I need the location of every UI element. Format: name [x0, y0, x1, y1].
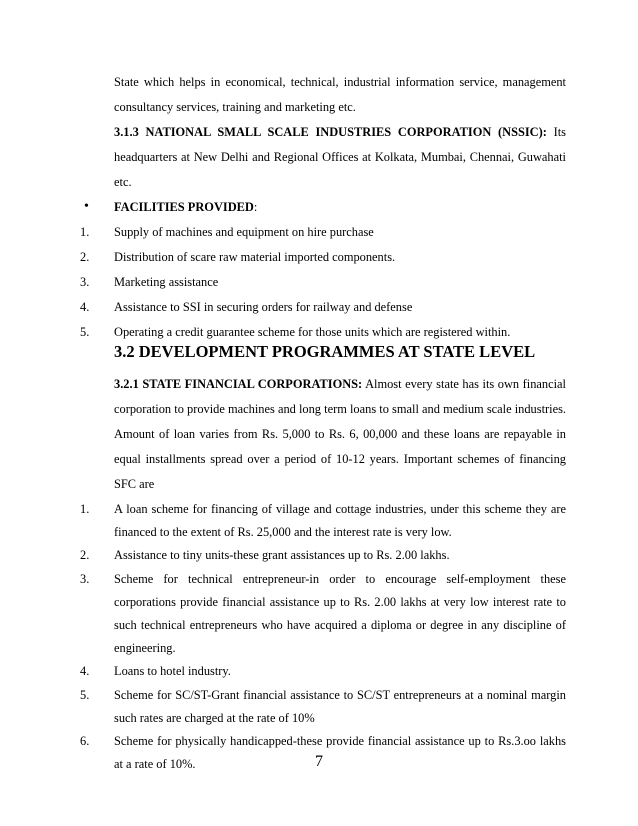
list-text: Supply of machines and equipment on hire purchase — [114, 225, 374, 239]
list-number: 4. — [80, 664, 90, 679]
list-text: Assistance to SSI in securing orders for railway and defense — [114, 300, 413, 314]
list-text: Distribution of scare raw material imported components. — [114, 250, 396, 264]
list-number: 2. — [80, 548, 90, 563]
list-text: corporations provide financial assistance up to Rs. 2.00 lakhs at very low interest rate to — [114, 594, 566, 609]
list-text: Operating a credit guarantee scheme for those units which are registered within. — [114, 325, 511, 339]
list-number: 5. — [80, 325, 90, 339]
nssic-heading-line — [114, 124, 566, 140]
nssic-text: Its — [553, 125, 566, 139]
list-number: 1. — [80, 225, 90, 239]
list-text: Loans to hotel industry. — [114, 664, 231, 679]
nssic-text: etc. — [114, 175, 132, 189]
list-text: Marketing assistance — [114, 275, 219, 289]
bullet-icon: • — [84, 199, 89, 214]
list-text: Scheme for technical entrepreneur-in order to encourage self-employment these — [114, 571, 566, 586]
nssic-text: headquarters at New Delhi and Regional Offices at Kolkata, Mumbai, Chennai, Guwahati — [114, 150, 566, 164]
list-text: Scheme for physically handicapped-these provide financial assistance up to Rs.3.oo lakhs — [114, 734, 566, 748]
list-text: engineering. — [114, 641, 176, 656]
sfc-text: corporation to provide machines and long term loans to small and medium scale industries. — [114, 402, 566, 416]
sfc-heading: 3.2.1 STATE FINANCIAL CORPORATIONS: — [114, 377, 363, 391]
sfc-text: Almost every state has its own financial — [365, 377, 566, 391]
facilities-heading: FACILITIES PROVIDED — [114, 200, 254, 214]
list-text: A loan scheme for financing of village and cottage industries, under this scheme they are — [114, 502, 566, 516]
sfc-text: Amount of loan varies from Rs. 5,000 to Rs. 6, 00,000 and these loans are repayable in — [114, 427, 566, 441]
facilities-colon: : — [253, 200, 258, 214]
list-number: 5. — [80, 687, 90, 702]
list-number: 3. — [80, 571, 90, 586]
list-number: 6. — [80, 734, 90, 748]
list-number: 2. — [80, 250, 90, 264]
list-text: such technical entrepreneurs who have acquired a diploma or degree in any discipline of — [114, 618, 566, 632]
list-number: 3. — [80, 275, 90, 289]
list-number: 1. — [80, 502, 90, 516]
sfc-text: equal installments spread over a period of 10-12 years. Important schemes of financing — [114, 452, 566, 466]
page-number: 7 — [315, 753, 323, 770]
list-text: Assistance to tiny units-these grant assistances up to Rs. 2.00 lakhs. — [114, 548, 450, 563]
sfc-text: SFC are — [114, 477, 155, 491]
sfc-heading-line — [114, 376, 566, 392]
list-number: 4. — [80, 300, 90, 314]
facilities-heading-wrap — [114, 199, 566, 215]
list-text: Scheme for SC/ST-Grant financial assistance to SC/ST entrepreneurs at a nominal margin — [114, 687, 566, 702]
intro-text: State which helps in economical, technical, industrial information service, management — [114, 75, 566, 89]
nssic-heading: 3.1.3 NATIONAL SMALL SCALE INDUSTRIES CORPORATION (NSSIC): — [114, 125, 547, 139]
list-text: at a rate of 10%. — [114, 757, 196, 772]
list-text: such rates are charged at the rate of 10% — [114, 710, 315, 725]
intro-text: consultancy services, training and marketing etc. — [114, 100, 356, 114]
section-heading: 3.2 DEVELOPMENT PROGRAMMES AT STATE LEVEL — [114, 342, 536, 361]
list-text: financed to the extent of Rs. 25,000 and the interest rate is very low. — [114, 525, 452, 540]
